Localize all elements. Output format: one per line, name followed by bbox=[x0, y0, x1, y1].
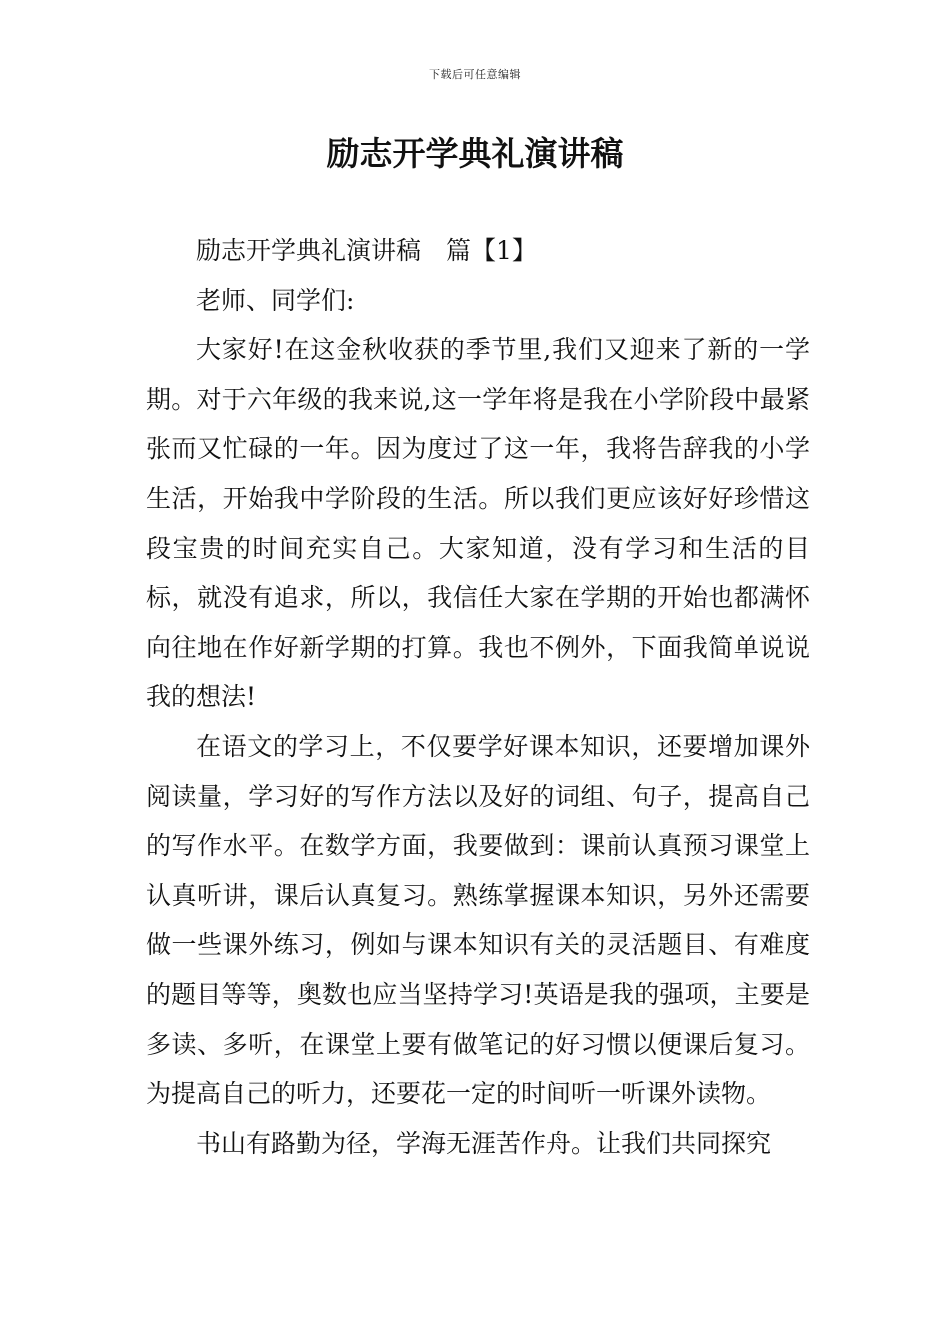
paragraph: 大家好!在这金秋收获的季节里,我们又迎来了新的一学期。对于六年级的我来说,这一学年将是我在小学阶段中最紧张而又忙碌的一年。因为度过了这一年，我将告辞我的小学生活，开始我中学阶段的生活。所以我们更应该好好珍惜这段宝贵的时间充实自己。大家知道，没有学习和生活的目标，就没有追求，所以，我信任大家在学期的开始也都满怀向往地在作好新学期的打算。我也不例外，下面我简单说说我的想法! bbox=[146, 335, 810, 712]
document-title: 励志开学典礼演讲稿 bbox=[326, 134, 624, 173]
paragraph: 在语文的学习上，不仅要学好课本知识，还要增加课外阅读量，学习好的写作方法以及好的词组、句子，提高自己的写作水平。在数学方面，我要做到：课前认真预习课堂上认真听讲，课后认真复习。熟练掌握课本知识，另外还需要做一些课外练习，例如与课本知识有关的灵活题目、有难度的题目等等，奥数也应当坚持学习!英语是我的强项，主要是多读、多听，在课堂上要有做笔记的好习惯以便课后复习。为提高自己的听力，还要花一定的时间听一听课外读物。 bbox=[146, 731, 810, 1109]
document-body bbox=[146, 226, 810, 1168]
salutation: 老师、同学们: bbox=[196, 285, 355, 315]
paragraph: 书山有路勤为径，学海无涯苦作舟。让我们共同探究 bbox=[196, 1128, 772, 1158]
header-note: 下载后可任意编辑 bbox=[429, 68, 521, 81]
section-heading: 励志开学典礼演讲稿 篇【1】 bbox=[196, 236, 537, 265]
